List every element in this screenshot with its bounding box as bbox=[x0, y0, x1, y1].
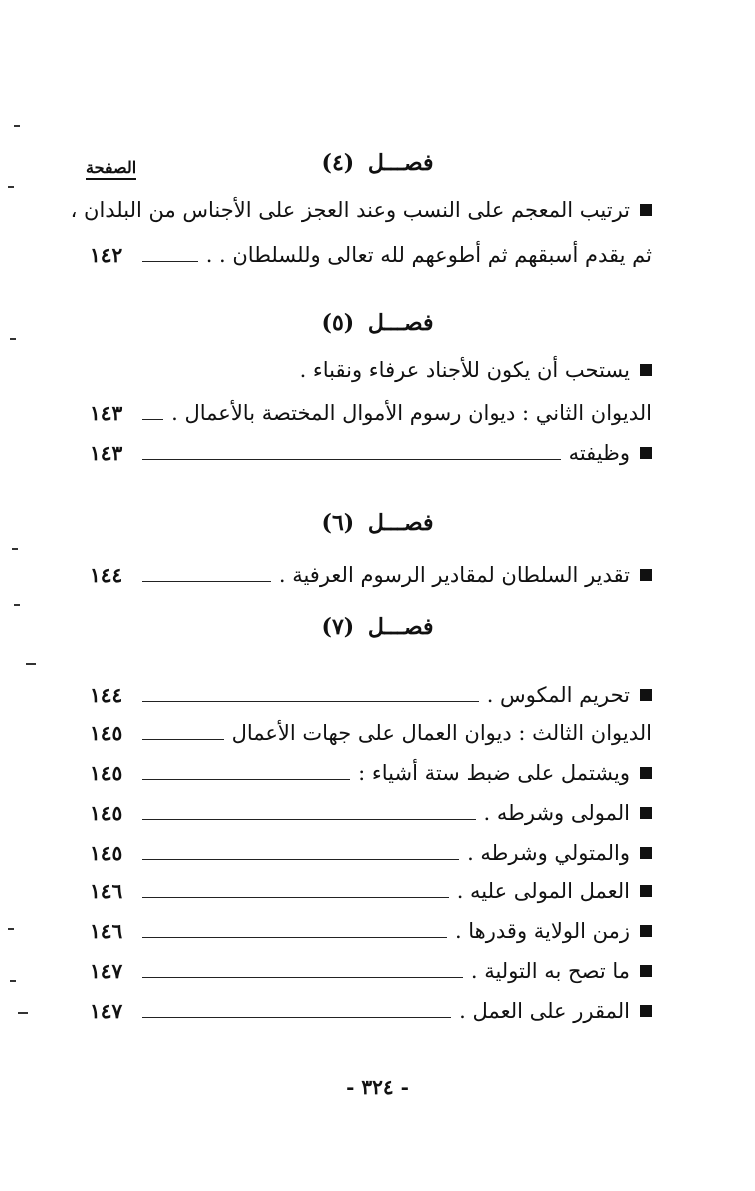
leader-line bbox=[142, 261, 198, 262]
entry-text: تقدير السلطان لمقادير الرسوم العرفية . bbox=[278, 563, 630, 587]
page-number: ١٤٣ bbox=[90, 401, 123, 425]
toc-entry bbox=[90, 716, 652, 750]
scan-speck bbox=[10, 338, 16, 340]
bullet-square-icon bbox=[640, 204, 652, 216]
leader-line bbox=[142, 779, 350, 780]
section-heading-4 bbox=[0, 150, 755, 176]
entry-text: المولى وشرطه . bbox=[483, 801, 630, 825]
section-heading-7 bbox=[0, 614, 755, 640]
leader-line bbox=[142, 1017, 451, 1018]
scan-speck bbox=[10, 980, 16, 982]
section-heading-5 bbox=[0, 310, 755, 336]
page-number: ١٤٧ bbox=[90, 959, 123, 983]
bullet-square-icon bbox=[640, 807, 652, 819]
scan-speck bbox=[14, 125, 20, 127]
entry-text: والمتولي وشرطه . bbox=[467, 841, 630, 865]
scan-speck bbox=[14, 604, 20, 606]
entry-text: وظيفته bbox=[568, 441, 630, 465]
entry-text: ترتيب المعجم على النسب وعند العجز على الأجناس من البلدان ، bbox=[70, 198, 630, 222]
toc-entry bbox=[90, 358, 652, 382]
bullet-square-icon bbox=[640, 689, 652, 701]
entry-text: العمل المولى عليه . bbox=[456, 879, 630, 903]
entry-text: ثم يقدم أسبقهم ثم أطوعهم لله تعالى وللسلطان . . bbox=[205, 243, 652, 267]
toc-entry bbox=[90, 954, 652, 988]
leader-line bbox=[142, 897, 449, 898]
bullet-square-icon bbox=[640, 847, 652, 859]
leader-line bbox=[142, 581, 271, 582]
page-column-label: الصفحة bbox=[86, 158, 136, 180]
bullet-square-icon bbox=[640, 885, 652, 897]
leader-line bbox=[142, 819, 476, 820]
leader-line bbox=[142, 459, 561, 460]
toc-entry bbox=[90, 796, 652, 830]
section-heading-6 bbox=[0, 510, 755, 536]
scan-speck bbox=[8, 186, 14, 188]
page-number: ١٤٥ bbox=[90, 801, 123, 825]
page-footer-number: - ٣٢٤ - bbox=[346, 1075, 409, 1099]
bullet-square-icon bbox=[640, 767, 652, 779]
leader-line bbox=[142, 739, 224, 740]
bullet-square-icon bbox=[640, 447, 652, 459]
bullet-square-icon bbox=[640, 925, 652, 937]
bullet-square-icon bbox=[640, 364, 652, 376]
leader-line bbox=[142, 937, 447, 938]
page-number: ١٤٥ bbox=[90, 721, 123, 745]
toc-entry bbox=[90, 914, 652, 948]
entry-text: الديوان الثالث : ديوان العمال على جهات الأعمال bbox=[231, 721, 652, 745]
page-number: ١٤٧ bbox=[90, 999, 123, 1023]
page-number: ١٤٦ bbox=[90, 879, 123, 903]
section-title: فصـــل bbox=[367, 614, 434, 640]
entry-text: ويشتمل على ضبط ستة أشياء : bbox=[358, 761, 630, 785]
page-number: ١٤٤ bbox=[90, 683, 123, 707]
page-number: ١٤٦ bbox=[90, 919, 123, 943]
leader-line bbox=[142, 977, 463, 978]
bullet-square-icon bbox=[640, 1005, 652, 1017]
toc-entry bbox=[70, 198, 652, 222]
section-title: فصـــل bbox=[367, 510, 434, 536]
leader-line bbox=[142, 701, 479, 702]
toc-entry bbox=[90, 874, 652, 908]
bullet-square-icon bbox=[640, 569, 652, 581]
scan-speck bbox=[26, 663, 36, 665]
entry-text: تحريم المكوس . bbox=[486, 683, 630, 707]
page-number: ١٤٤ bbox=[90, 563, 123, 587]
page-number: ١٤٢ bbox=[90, 243, 123, 267]
toc-entry bbox=[90, 836, 652, 870]
section-title: فصـــل bbox=[367, 310, 434, 336]
toc-entry bbox=[90, 238, 652, 272]
section-title: فصـــل bbox=[367, 150, 434, 176]
section-number: (٥) bbox=[321, 310, 355, 336]
toc-entry bbox=[90, 436, 652, 470]
toc-entry bbox=[90, 396, 652, 430]
scan-speck bbox=[12, 548, 18, 550]
toc-entry bbox=[90, 756, 652, 790]
toc-entry bbox=[90, 678, 652, 712]
leader-line bbox=[142, 419, 163, 420]
entry-text: يستحب أن يكون للأجناد عرفاء ونقباء . bbox=[299, 358, 630, 382]
section-number: (٦) bbox=[321, 510, 355, 536]
page-number: ١٤٣ bbox=[90, 441, 123, 465]
page-number: ١٤٥ bbox=[90, 761, 123, 785]
section-number: (٧) bbox=[321, 614, 355, 640]
entry-text: المقرر على العمل . bbox=[459, 999, 630, 1023]
entry-text: زمن الولاية وقدرها . bbox=[454, 919, 630, 943]
scan-speck bbox=[18, 1012, 28, 1014]
toc-entry bbox=[90, 558, 652, 592]
page-number: ١٤٥ bbox=[90, 841, 123, 865]
bullet-square-icon bbox=[640, 965, 652, 977]
toc-entry bbox=[90, 994, 652, 1028]
leader-line bbox=[142, 859, 459, 860]
scan-speck bbox=[8, 928, 14, 930]
entry-text: الديوان الثاني : ديوان رسوم الأموال المختصة بالأعمال . bbox=[171, 401, 652, 425]
entry-text: ما تصح به التولية . bbox=[470, 959, 630, 983]
section-number: (٤) bbox=[321, 150, 355, 176]
